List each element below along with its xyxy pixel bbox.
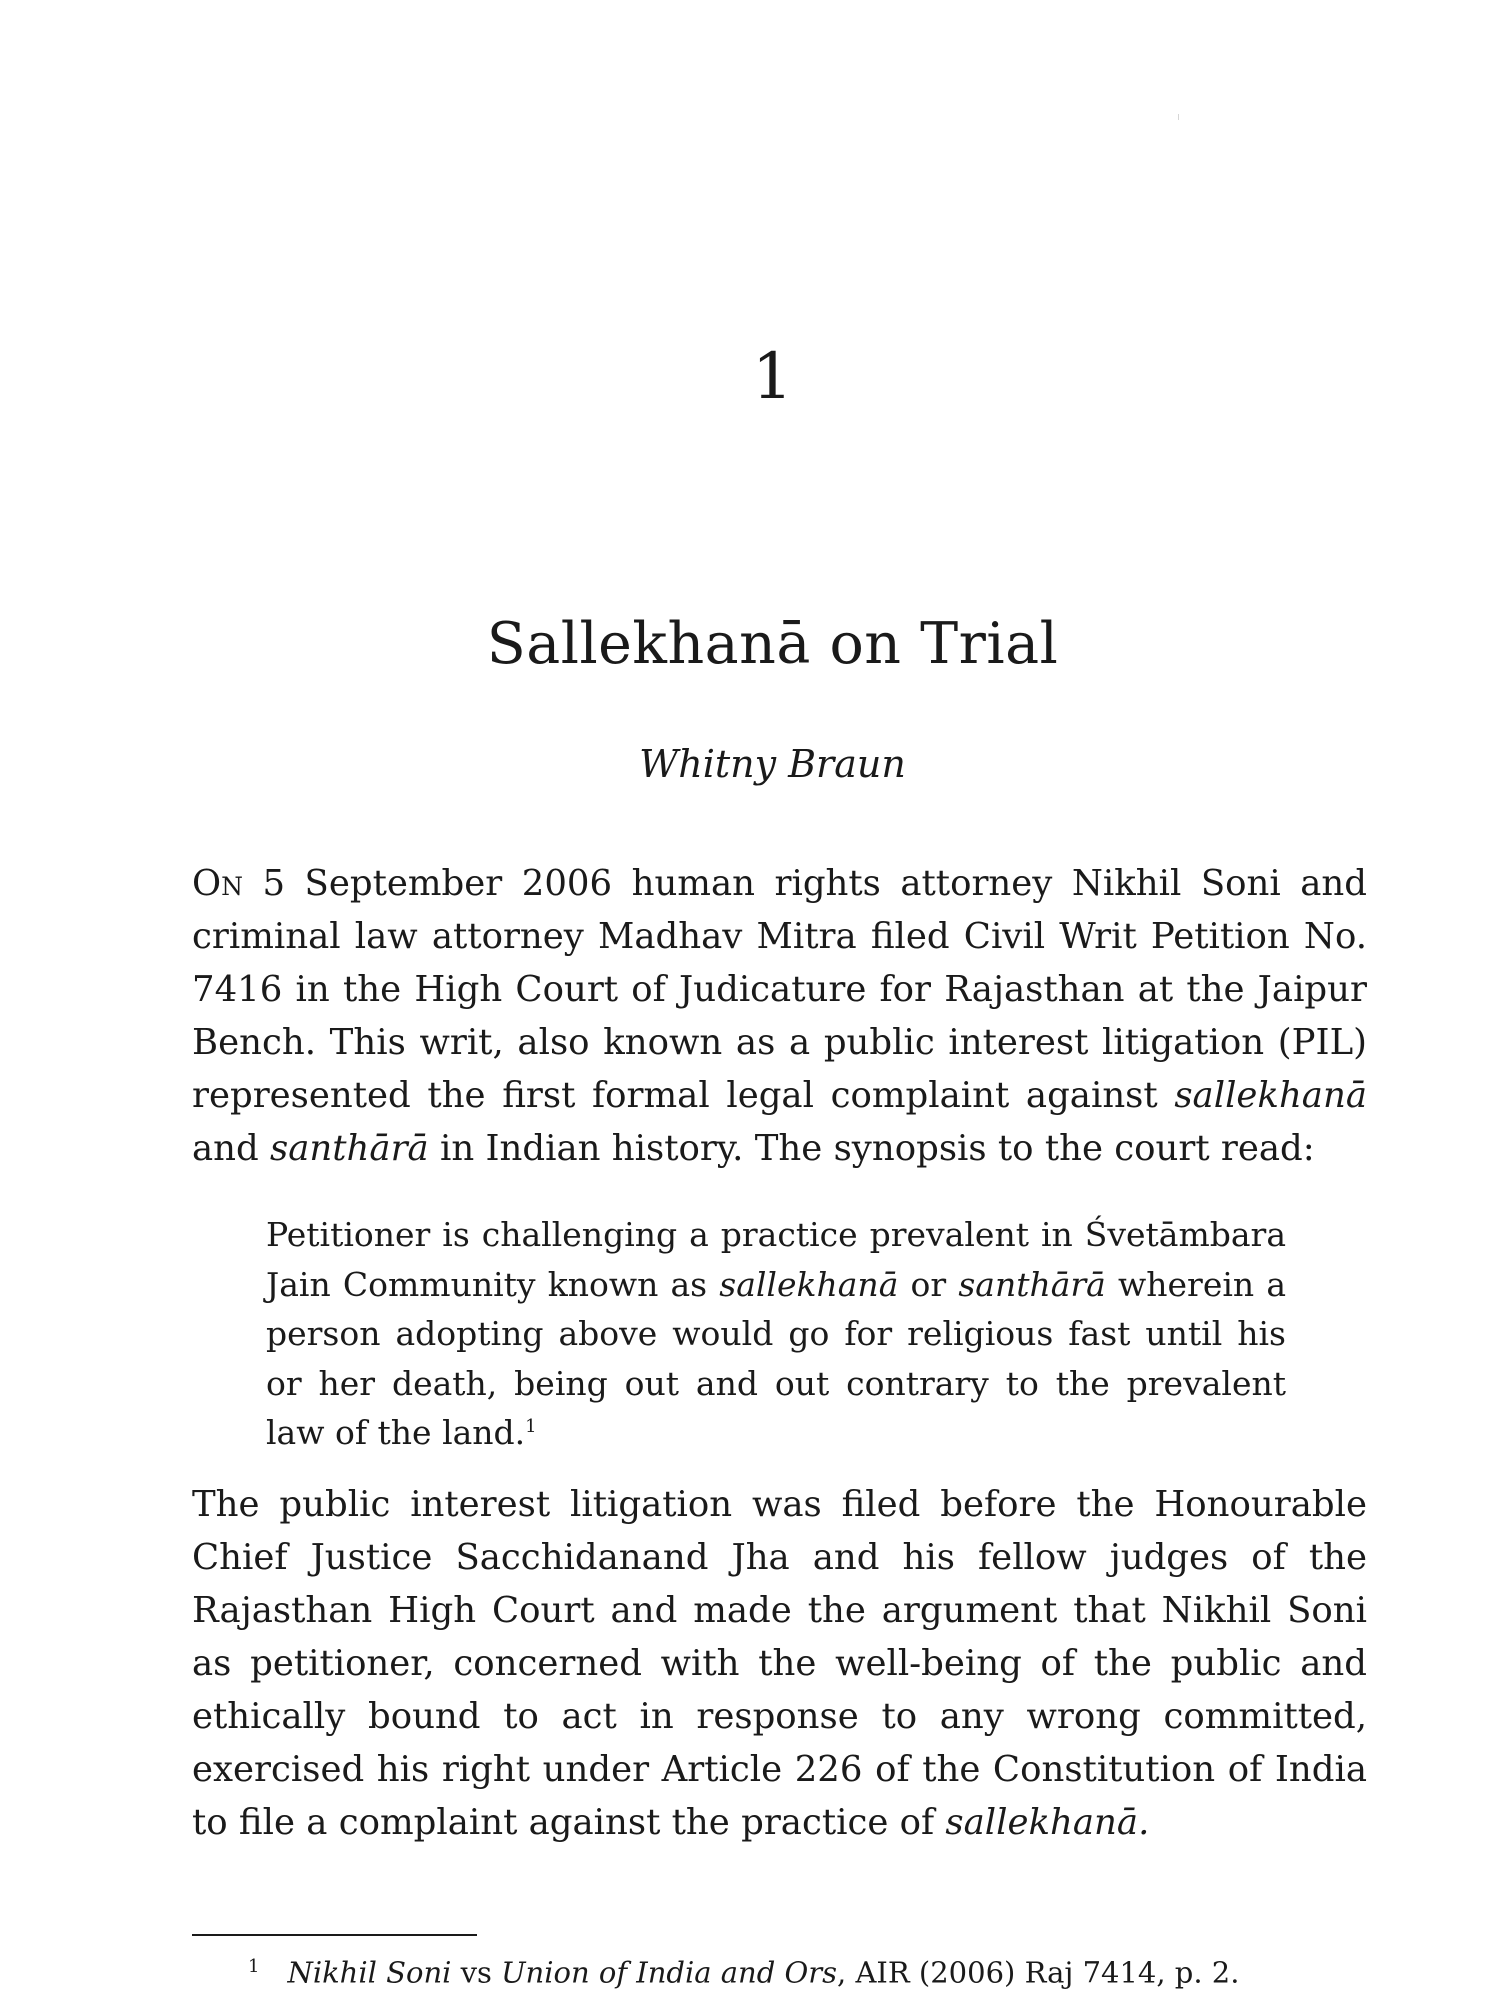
paragraph-1-text-1: 5 September 2006 human rights attorney Nikhil Soni and criminal law attorney Madhav Mitra filed Civil Writ Petition No. 7416 in the High Court of Judicature for Rajasthan at the Jaipur Bench. This writ, also known as a public interest litigation (PIL) represented the first formal legal complaint against xyxy=(192,863,1367,1116)
chapter-number: 1 xyxy=(752,340,793,414)
paragraph-1 xyxy=(192,857,1367,1175)
chapter-author: Whitny Braun xyxy=(639,742,906,786)
footnote-reference[interactable]: 1 xyxy=(525,1416,537,1437)
paragraph-2 xyxy=(192,1478,1367,1849)
footnote-divider xyxy=(192,1934,477,1936)
term-sallekhana: sallekhanā xyxy=(1174,1075,1367,1116)
term-santhara: santhārā xyxy=(270,1128,429,1169)
footnote-citation: , AIR (2006) Raj 7414, p. 2. xyxy=(837,1955,1240,1990)
paragraph-2-text-1: The public interest litigation was filed before the Honourable Chief Justice Sacchidanand Jha and his fellow judges of the Rajasthan High Court and made the argument that Nikhil Soni as petitioner, concerned with the well-being of the public and ethically bound to act in response to any wrong committed, exercised his right under Article 226 of the Constitution of India to file a complaint against the practice of xyxy=(192,1484,1367,1843)
paragraph-1-text-3: in Indian history. The synopsis to the court read: xyxy=(428,1128,1315,1169)
footnote-number: 1 xyxy=(248,1956,260,1977)
blockquote-text-3: wherein a person adopting above would go for religious fast until his or her death, being out and out contrary to the prevalent law of the land. xyxy=(266,1264,1286,1452)
blockquote-term-sallekhana: sallekhanā xyxy=(719,1264,899,1304)
lead-small-caps: On xyxy=(192,863,243,904)
paragraph-1-text-2: and xyxy=(192,1128,271,1169)
footnote-party-1: Nikhil Soni xyxy=(287,1955,452,1990)
synopsis-blockquote xyxy=(266,1210,1286,1458)
blockquote-text-2: or xyxy=(898,1264,959,1304)
blockquote-text-1: Petitioner is challenging a practice prevalent in Śvetāmbara Jain Community known as xyxy=(266,1215,1286,1304)
scan-mark xyxy=(1178,114,1179,120)
blockquote-term-santhara: santhārā xyxy=(958,1264,1106,1304)
footnote-vs: vs xyxy=(451,1955,502,1990)
footnote-party-2: Union of India and Ors xyxy=(501,1955,838,1990)
chapter-title: Sallekhanā on Trial xyxy=(486,611,1059,677)
footnote-1 xyxy=(248,1946,1348,1994)
paragraph-2-term-sallekhana: sallekhanā. xyxy=(945,1802,1150,1843)
